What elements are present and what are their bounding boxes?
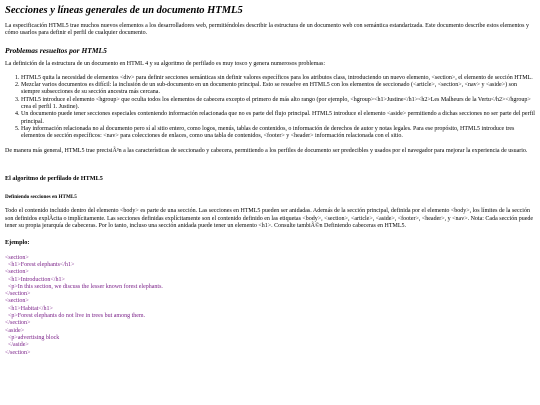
list-item: 3. HTML5 introduce el elemento <hgroup> que oculta todos los elementos de cabecera excepto el primero de más alto rango (por ejemplo, <hgroup><h1>Justine</h1><h2>Les Malheurs de la Vertu</h2></hgroup> crea el perfil 1. Justine). [21, 97, 535, 112]
subheading-defining-sections: Definiendo secciones en HTML5 [5, 194, 77, 201]
problems-list [5, 75, 535, 141]
list-item: 1. HTML5 quita la necesidad de elementos <div> para definir secciones semánticas sin definir valores específicos para los atributos class, introduciendo un nuevo elemento, <section>, el elemento de sección HTML. [21, 75, 535, 82]
list-item: 4. Un documento puede tener secciones especiales conteniendo información relacionada que no es parte del flujo principal. HTML5 introduce el elemento <aside> permitiendo a dichas secciones no ser parte del perfil principal. [21, 111, 535, 126]
algorithm-body: Todo el contenido incluido dentro del elemento <body> es parte de una sección. Las secciones en HTML5 pueden ser anidadas. Además de la sección principal, definida por el elemento <body>, los límites de la sección son definidos explÃcita o implícitamente. Las secciones definidas explícitamente son el contenido definido en las etiquetas <body>, <section>, <article>, <aside>, <footer>, <header>, y <nav>. Nota: Cada sección puede tener su propia jerarquía de cabeceras. Por lo tanto, incluso una sección anidada puede tener un elemento <h1>. Consulte tambiÃ©n Definiendo cabeceras en HTML5. [5, 208, 534, 230]
section-heading-problems: Problemas resueltos por HTML5 [5, 45, 107, 55]
page-title: Secciones y líneas generales de un documento HTML5 [5, 5, 243, 16]
example-heading: Ejemplo: [5, 239, 30, 247]
problems-lead: La definición de la estructura de un documento en HTML 4 y su algoritmo de perfilado es muy tosco y genera numerosos problemas: [5, 60, 326, 67]
list-item: 5. Hay información relacionada no al documento pero sí al sitio entero, como logos, menús, tablas de contenidos, o información de derechos de autor y notas legales. Para ese propósito, HTML5 introduce tres elementos de sección específicos: <nav> para colecciones de enlaces, como una tabla de contenidos, <footer> y <header> información relacionada con el sitio. [21, 126, 535, 141]
code-example: <section> <h1>Forest elephants</h1> <section> <h1>Introduction</h1> <p>In this section, we discuss the lesser known forest elephants. </section> <section> <h1>Habitat</h1> <p>Forest elephants do not live in trees but among them. </section> <aside> <p>advertising block </aside> </section> [5, 254, 163, 356]
section-heading-algorithm: El algoritmo de perfilado de HTML5 [5, 174, 103, 182]
list-item: 2. Mezclar varios documentos es difícil: la inclusión de un sub-documento en un documento principal. Esto se resuelve en HTML5 con los elementos de seccionado (<article>, <section>, <nav> y <aside>) son siempre subsecciones de su sección ancestra más cercana. [21, 82, 535, 97]
intro-paragraph: La especificación HTML5 trae muchos nuevos elementos a los desarrolladores web, permitiéndoles describir la estructura de un documento web con semántica estandarizada. Este documento describe estos elementos y cómo usarlos para definir el perfil de cualquier documento. [5, 23, 529, 37]
problems-outro: De manera más general, HTML5 trae precisiÃ³n a las características de seccionado y cabecera, permitiendo a los perfiles de documento ser predecibles y usados por el navegador para mejorar la experiencia de usuario. [5, 147, 528, 154]
